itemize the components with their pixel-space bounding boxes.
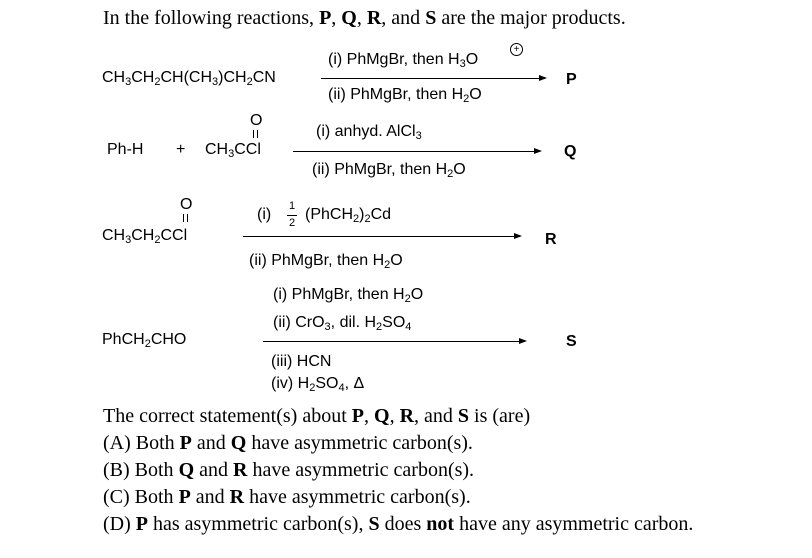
reaction3-step1-label: (i)	[257, 206, 272, 223]
reaction4-step1	[273, 286, 423, 304]
statement-bold: Q	[178, 459, 195, 481]
statement-text: ,	[364, 405, 374, 427]
step-text: (ii) PhMgBr, then H	[249, 252, 385, 269]
formula-sub: 2	[154, 234, 161, 246]
intro-sep: ,	[356, 7, 367, 29]
formula-sub: 2	[154, 76, 161, 88]
statement-text: have asymmetric carbon(s).	[246, 432, 473, 454]
reaction4-step4	[271, 375, 364, 393]
fraction-bar	[287, 215, 297, 216]
step-text: (ii) CrO	[273, 314, 325, 331]
formula-part: )CH	[218, 69, 247, 86]
formula-part: CCl	[160, 227, 188, 244]
step-text: O	[465, 51, 479, 68]
statement-bold: S	[368, 513, 380, 535]
formula-sub: 3	[212, 76, 219, 88]
formula-sub: 3	[228, 148, 235, 160]
step-text: (ii) PhMgBr, then H	[328, 86, 464, 103]
step-sub: 3	[324, 321, 331, 333]
statement-text: (C) Both	[103, 486, 179, 508]
step-sub: 2	[384, 259, 391, 271]
intro-r: R	[366, 7, 382, 29]
product-s: S	[566, 333, 577, 350]
reaction3-step2	[249, 252, 403, 270]
formula-part: CH	[131, 227, 155, 244]
statement-text: has asymmetric carbon(s),	[147, 513, 369, 535]
step-text: SO	[315, 375, 339, 392]
reaction1-step1	[328, 51, 478, 69]
statement-text: does	[379, 513, 427, 535]
formula-sub: 2	[246, 76, 253, 88]
step-text: (i) anhyd. AlCl	[316, 123, 416, 140]
reaction1-arrow	[321, 78, 545, 79]
statements-header	[103, 405, 530, 428]
reaction3-step1-reagent	[305, 206, 391, 224]
step-sub: 2	[353, 213, 360, 225]
step-text: , Δ	[344, 375, 365, 392]
intro-s: S	[425, 7, 437, 29]
product-q: Q	[564, 143, 577, 160]
reaction2-step2	[312, 161, 466, 179]
statement-text: (A) Both	[103, 432, 180, 454]
statement-text: have any asymmetric carbon.	[454, 513, 694, 535]
statement-bold: R	[399, 405, 415, 427]
formula-part: CH	[205, 141, 229, 158]
statement-text: is (are)	[469, 405, 531, 427]
reaction1-reactant	[102, 69, 276, 87]
statement-text: The correct statement(s) about	[103, 405, 352, 427]
option-a[interactable]	[103, 432, 473, 455]
statement-text: and	[191, 432, 231, 454]
reaction2-plus: +	[176, 141, 186, 158]
step-text: O	[390, 252, 403, 269]
step-sub: 2	[463, 93, 470, 105]
reaction3-carbonyl-o: O	[180, 196, 193, 213]
reaction3-arrow	[243, 236, 520, 237]
statement-bold: P	[351, 405, 364, 427]
statement-text: , and	[414, 405, 458, 427]
step-text: (PhCH	[305, 206, 354, 223]
step-sub: 3	[459, 58, 466, 70]
step-text: O	[469, 86, 482, 103]
double-bond-icon	[183, 214, 188, 222]
formula-part: PhCH	[102, 331, 145, 348]
step-sub: 3	[415, 130, 422, 142]
step-text: O	[453, 161, 466, 178]
statement-text: and	[194, 459, 234, 481]
step-sub: 2	[309, 382, 316, 394]
formula-part: CCl	[234, 141, 261, 158]
statement-bold: not	[426, 513, 455, 535]
statement-text: and	[190, 486, 230, 508]
formula-sub: 2	[144, 338, 151, 350]
double-bond-icon	[253, 130, 258, 138]
step-sub: 2	[376, 321, 383, 333]
reaction2-reactant-b	[205, 141, 261, 159]
step-sub: 4	[338, 382, 345, 394]
intro-sep: , and	[381, 7, 426, 29]
step-sub: 4	[405, 321, 412, 333]
fraction-denominator: 2	[288, 217, 296, 229]
statement-text: have asymmetric carbon(s).	[247, 459, 475, 481]
reaction4-reactant	[102, 331, 186, 349]
step-text: O	[410, 286, 424, 303]
intro-tail: are the major products.	[436, 7, 626, 29]
step-text: Cd	[370, 206, 392, 223]
reaction4-step3: (iii) HCN	[271, 353, 332, 370]
reaction1-step2	[328, 86, 482, 104]
statement-bold: P	[178, 486, 191, 508]
option-b[interactable]	[103, 459, 474, 482]
statement-bold: S	[457, 405, 470, 427]
formula-part: CH	[102, 69, 126, 86]
step-sub: 2	[364, 213, 371, 225]
statement-bold: Q	[230, 432, 247, 454]
reaction2-arrow	[293, 151, 540, 152]
step-text: )	[359, 206, 365, 223]
positive-charge-icon: +	[510, 43, 523, 56]
reaction3-reactant	[102, 227, 187, 245]
statement-bold: Q	[374, 405, 390, 427]
step-text: SO	[382, 314, 406, 331]
option-c[interactable]	[103, 486, 471, 509]
formula-part: CN	[252, 69, 276, 86]
intro-q: Q	[341, 7, 357, 29]
step-text: (ii) PhMgBr, then H	[312, 161, 448, 178]
statement-bold: R	[229, 486, 245, 508]
statement-text: have asymmetric carbon(s).	[244, 486, 471, 508]
statement-text: ,	[389, 405, 400, 427]
step-text: (i) PhMgBr, then H	[328, 51, 460, 68]
formula-part: CH(CH	[160, 69, 213, 86]
intro-sep: ,	[331, 7, 342, 29]
question-intro	[103, 7, 626, 30]
step-sub: 2	[447, 168, 454, 180]
reaction2-carbonyl-o: O	[250, 112, 263, 129]
formula-part: CH	[102, 227, 126, 244]
step-text: , dil. H	[330, 314, 377, 331]
option-d[interactable]	[103, 513, 693, 536]
statement-bold: P	[179, 432, 192, 454]
reaction2-step1	[316, 123, 422, 141]
step-sub: 2	[404, 293, 411, 305]
step-text: (iv) H	[271, 375, 310, 392]
step-text: (i) PhMgBr, then H	[273, 286, 405, 303]
reaction2-reactant-a: Ph-H	[107, 141, 144, 158]
formula-sub: 3	[125, 234, 132, 246]
statement-text: (B) Both	[103, 459, 179, 481]
formula-part: CH	[131, 69, 155, 86]
statement-bold: R	[233, 459, 248, 481]
statement-bold: P	[135, 513, 148, 535]
intro-text: In the following reactions,	[103, 7, 320, 29]
formula-part: CHO	[150, 331, 187, 348]
formula-sub: 3	[125, 76, 132, 88]
reaction4-arrow	[263, 341, 525, 342]
intro-p: P	[319, 7, 332, 29]
statement-text: (D)	[103, 513, 136, 535]
fraction-numerator: 1	[288, 200, 296, 212]
reaction4-step2	[273, 314, 411, 332]
product-r: R	[545, 231, 557, 248]
product-p: P	[566, 71, 577, 88]
